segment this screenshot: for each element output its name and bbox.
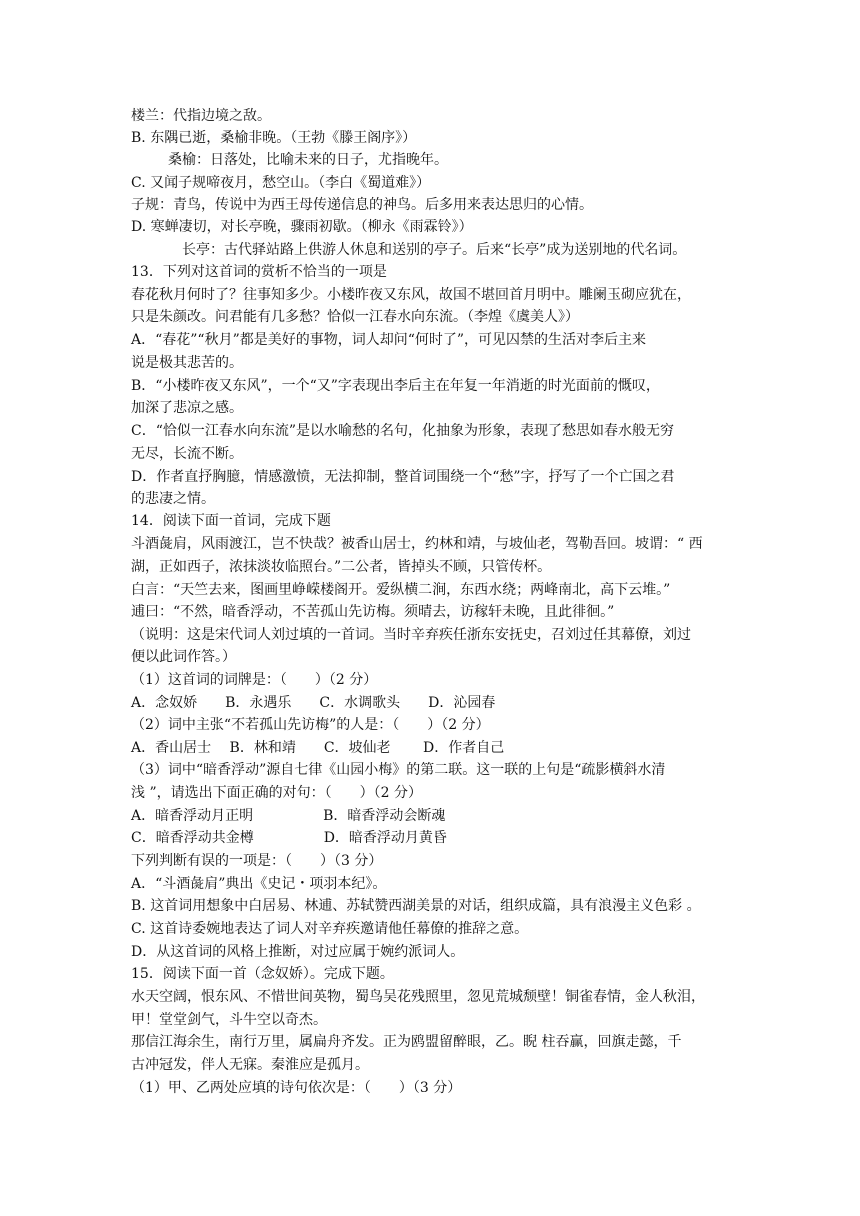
subquestion-1-options: A．念奴娇 B．永遇乐 C．水调歌头 D．沁园春 [131,695,496,711]
subquestion-3: （3）词中“暗香浮动”源自七律《山园小梅》的第二联。这一联的上句是“疏影横斜水清 [131,762,666,778]
poem-line: 春花秋月何时了？往事知多少。小楼昨夜又东风，故国不堪回首月明中。雕阑玉砌应犹在， [131,287,691,303]
poem-line: 逋曰：“不然，暗香浮动，不苦孤山先访梅。须晴去，访稼轩未晚，且此徘徊。” [131,604,615,620]
poem-line: 那信江海余生，南行万里，属扁舟齐发。正为鸥盟留醉眼，乙。睨 柱吞赢，回旗走懿，千 [131,1034,682,1050]
poem-line: 只是朱颜改。问君能有几多愁？恰似一江春水向东流。（李煌《虞美人》） [131,309,579,325]
annotation-line: 长亭：古代驿站路上供游人休息和送别的亭子。后来“长亭”成为送别地的代名词。 [182,242,687,258]
question-14-title: 14．阅读下面一首词，完成下题 [131,513,331,529]
subquestion-2-options: A．香山居士 B．林和靖 C．坡仙老 D．作者自己 [131,740,505,756]
subquestion-4: 下列判断有误的一项是：（ ）（3 分） [131,853,383,869]
poem-line: 白言：“天竺去来，图画里峥嵘楼阁开。爱纵横二涧，东西水绕；两峰南北，高下云堆。” [131,582,671,598]
option-d-line-cont: 的悲凄之情。 [131,491,215,507]
option-c-line: C. 这首诗委婉地表达了词人对辛弃疾邀请他任幕僚的推辞之意。 [131,921,529,937]
note-line-cont: 便以此词作答。） [131,649,236,665]
annotation-line: 桑榆：日落处，比喻未来的日子，尤指晚年。 [168,152,448,168]
poem-line: 水天空阔，恨东风、不惜世间英物，蜀鸟吴花残照里，忽见荒城颓壁！铜雀春情，金人秋泪， [131,989,705,1005]
note-line: （说明：这是宋代词人刘过填的一首词。当时辛弃疾任浙东安抚史，召刘过任其幕僚，刘过 [131,627,691,643]
option-c-line: C. 又闻子规啼夜月，愁空山。（李白《蜀道难》） [131,175,431,191]
option-b-line: B．“小楼昨夜又东风”，一个“又”字表现出李后主在年复一年消逝的时光面前的慨叹， [131,378,660,394]
subquestion-2: （2）词中主张“不若孤山先访梅”的人是：（ ）（2 分） [131,717,490,733]
subquestion-3-options-ab: A．暗香浮动月正明 B．暗香浮动会断魂 [131,808,446,824]
option-a-line-cont: 说是极其悲苦的。 [131,355,243,371]
poem-line: 湖，正如西子，浓抹淡妆临照台。”二公者，皆掉头不顾，只管传杯。 [131,559,552,575]
option-b-line: B. 东隅已逝，桑榆非晚。（王勃《滕王阁序》） [131,130,417,146]
subquestion-3-cont: 浅 ”，请选出下面正确的对句：（ ）（2 分） [131,785,422,801]
question-15-title: 15．阅读下面一首（念奴娇）。完成下题。 [131,966,394,982]
option-d-line: D．作者直抒胸臆，情感激愤，无法抑制，整首词围绕一个“愁”字，抒写了一个亡国之君 [131,469,675,485]
option-b-line: B. 这首词用想象中白居易、林逋、苏轼赞西湖美景的对话，组织成篇，具有浪漫主义色彩 。 [131,898,701,914]
subquestion-15-1: （1）甲、乙两处应填的诗句依次是：（ ）（3 分） [131,1080,462,1096]
poem-line: 斗酒彘肩，风雨渡江，岂不快哉？被香山居士，约林和靖，与坡仙老，驾勒吾回。坡谓：“ 西 [131,536,703,552]
text-line: 子规：青鸟，传说中为西王母传递信息的神鸟。后多用来表达思归的心情。 [131,197,593,213]
option-c-line: C．“恰似一江春水向东流”是以水喻愁的名句，化抽象为形象，表现了愁思如春水般无穷 [131,423,675,439]
option-d-line: D．从这首词的风格上推断，对过应属于婉约派词人。 [131,944,465,960]
option-c-line-cont: 无尽，长流不断。 [131,446,243,462]
subquestion-3-options-cd: C．暗香浮动共金樽 D．暗香浮动月黄昏 [131,830,447,846]
option-b-line-cont: 加深了悲凉之感。 [131,400,243,416]
question-13-title: 13．下列对这首词的赏析不恰当的一项是 [131,264,387,280]
subquestion-1: （1）这首词的词牌是：（ ）（2 分） [131,672,378,688]
text-line: 楼兰：代指边境之敌。 [131,108,271,124]
option-a-line: A．“春花”“秋月”都是美好的事物，词人却问“何时了”，可见囚禁的生活对李后主来 [131,332,647,348]
option-a-line: A．“斗酒彘肩”典出《史记・项羽本纪》。 [131,876,387,892]
poem-line: 古冲冠发，伴人无寐。秦淮应是孤月。 [131,1057,369,1073]
poem-line: 甲！堂堂剑气，斗牛空以奇杰。 [131,1012,327,1028]
option-d-line: D. 寒蝉凄切，对长亭晚，骤雨初歇。（柳永《雨霖铃》） [131,219,473,235]
